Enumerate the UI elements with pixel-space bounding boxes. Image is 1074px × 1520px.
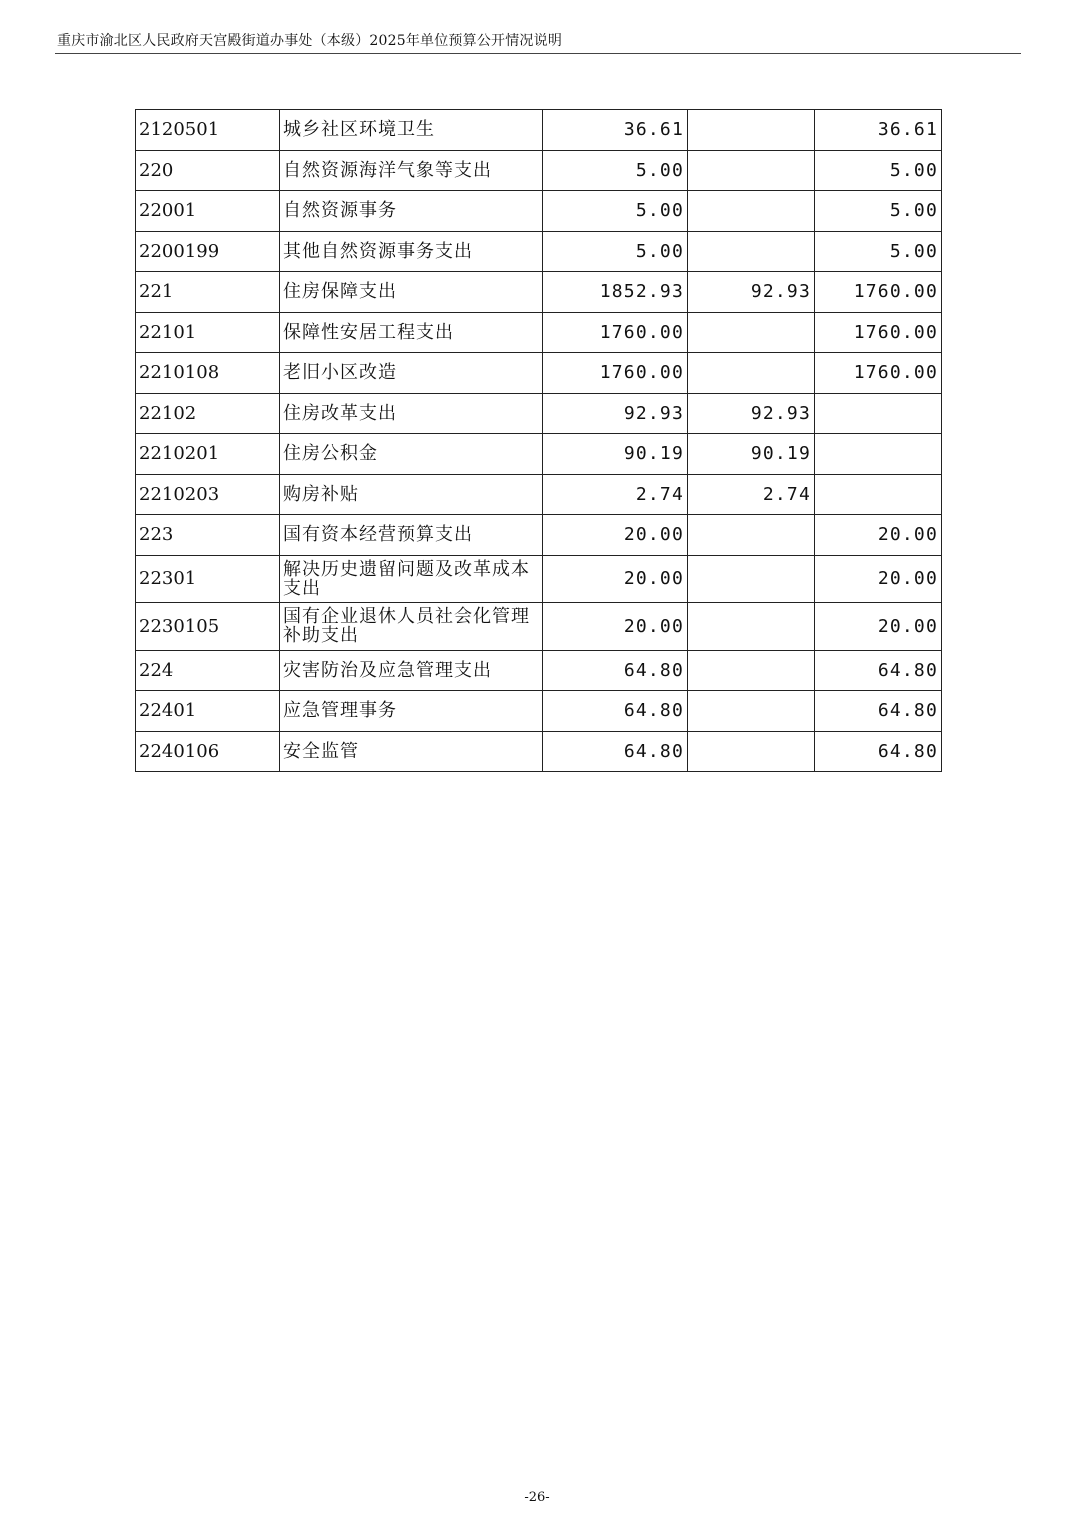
table-row (136, 272, 942, 313)
project-cell: 20.00 (815, 555, 942, 603)
name-cell: 国有企业退休人员社会化管理补助支出 (280, 603, 543, 651)
name-cell: 住房改革支出 (280, 393, 543, 434)
name-cell: 安全监管 (280, 731, 543, 772)
name-cell: 住房公积金 (280, 434, 543, 475)
code-cell: 2210108 (136, 353, 280, 394)
name-cell: 城乡社区环境卫生 (280, 110, 543, 151)
project-cell: 1760.00 (815, 272, 942, 313)
name-cell: 老旧小区改造 (280, 353, 543, 394)
code-cell: 224 (136, 650, 280, 691)
code-cell: 221 (136, 272, 280, 313)
total-cell: 64.80 (543, 731, 688, 772)
table-row (136, 191, 942, 232)
total-cell: 64.80 (543, 691, 688, 732)
total-cell: 36.61 (543, 110, 688, 151)
code-cell: 2210201 (136, 434, 280, 475)
code-cell: 2210203 (136, 474, 280, 515)
project-cell: 64.80 (815, 650, 942, 691)
table-row (136, 231, 942, 272)
code-cell: 22301 (136, 555, 280, 603)
basic-cell (688, 650, 815, 691)
table-row (136, 312, 942, 353)
name-cell: 自然资源事务 (280, 191, 543, 232)
project-cell (815, 434, 942, 475)
table-row (136, 474, 942, 515)
project-cell: 5.00 (815, 150, 942, 191)
total-cell: 1760.00 (543, 312, 688, 353)
project-cell (815, 393, 942, 434)
table-row (136, 603, 942, 651)
total-cell: 64.80 (543, 650, 688, 691)
page-number: -26- (524, 1490, 550, 1505)
total-cell: 5.00 (543, 150, 688, 191)
total-cell: 20.00 (543, 515, 688, 556)
project-cell (815, 474, 942, 515)
code-cell: 2200199 (136, 231, 280, 272)
table-row (136, 691, 942, 732)
code-cell: 2120501 (136, 110, 280, 151)
project-cell: 20.00 (815, 603, 942, 651)
basic-cell (688, 312, 815, 353)
basic-cell (688, 150, 815, 191)
basic-cell (688, 231, 815, 272)
total-cell: 5.00 (543, 191, 688, 232)
total-cell: 1852.93 (543, 272, 688, 313)
basic-cell (688, 555, 815, 603)
name-cell: 国有资本经营预算支出 (280, 515, 543, 556)
basic-cell (688, 110, 815, 151)
project-cell: 5.00 (815, 191, 942, 232)
budget-expenditure-table (135, 109, 942, 772)
table-row (136, 515, 942, 556)
total-cell: 20.00 (543, 555, 688, 603)
total-cell: 5.00 (543, 231, 688, 272)
basic-cell: 2.74 (688, 474, 815, 515)
basic-cell (688, 191, 815, 232)
total-cell: 20.00 (543, 603, 688, 651)
name-cell: 自然资源海洋气象等支出 (280, 150, 543, 191)
name-cell: 住房保障支出 (280, 272, 543, 313)
code-cell: 2240106 (136, 731, 280, 772)
table-body (136, 110, 942, 772)
code-cell: 22001 (136, 191, 280, 232)
project-cell: 36.61 (815, 110, 942, 151)
name-cell: 购房补贴 (280, 474, 543, 515)
code-cell: 22102 (136, 393, 280, 434)
code-cell: 220 (136, 150, 280, 191)
name-cell: 应急管理事务 (280, 691, 543, 732)
code-cell: 22101 (136, 312, 280, 353)
table-row (136, 650, 942, 691)
basic-cell: 90.19 (688, 434, 815, 475)
basic-cell (688, 603, 815, 651)
basic-cell: 92.93 (688, 393, 815, 434)
total-cell: 92.93 (543, 393, 688, 434)
project-cell: 20.00 (815, 515, 942, 556)
header-divider (55, 53, 1021, 54)
basic-cell (688, 691, 815, 732)
code-cell: 22401 (136, 691, 280, 732)
table-row (136, 393, 942, 434)
total-cell: 1760.00 (543, 353, 688, 394)
name-cell: 解决历史遗留问题及改革成本支出 (280, 555, 543, 603)
name-cell: 其他自然资源事务支出 (280, 231, 543, 272)
table-row (136, 434, 942, 475)
total-cell: 90.19 (543, 434, 688, 475)
total-cell: 2.74 (543, 474, 688, 515)
table-row (136, 110, 942, 151)
table-row (136, 555, 942, 603)
basic-cell: 92.93 (688, 272, 815, 313)
basic-cell (688, 353, 815, 394)
project-cell: 64.80 (815, 731, 942, 772)
code-cell: 2230105 (136, 603, 280, 651)
basic-cell (688, 731, 815, 772)
code-cell: 223 (136, 515, 280, 556)
table-row (136, 731, 942, 772)
table-row (136, 353, 942, 394)
project-cell: 1760.00 (815, 353, 942, 394)
project-cell: 5.00 (815, 231, 942, 272)
document-header-title: 重庆市渝北区人民政府天宫殿街道办事处（本级）2025年单位预算公开情况说明 (57, 33, 563, 49)
name-cell: 保障性安居工程支出 (280, 312, 543, 353)
project-cell: 1760.00 (815, 312, 942, 353)
name-cell: 灾害防治及应急管理支出 (280, 650, 543, 691)
project-cell: 64.80 (815, 691, 942, 732)
basic-cell (688, 515, 815, 556)
table-row (136, 150, 942, 191)
